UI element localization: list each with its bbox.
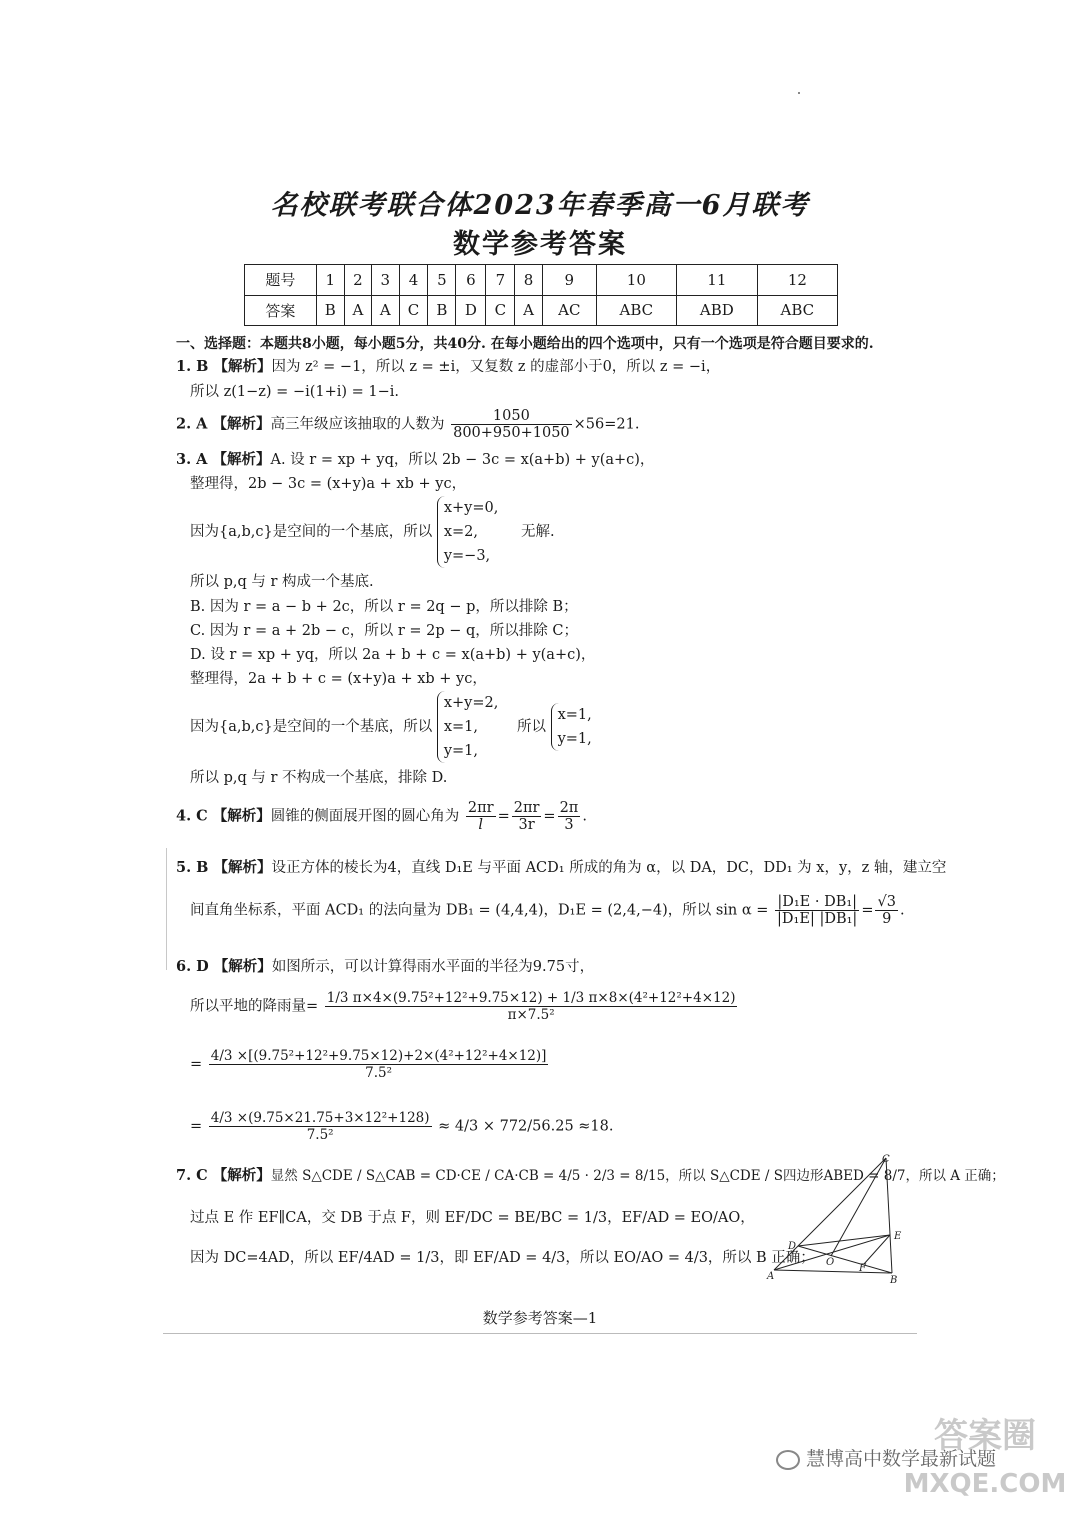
question-number: 6 xyxy=(456,265,486,296)
q3-line3 xyxy=(190,496,555,568)
label-b: B xyxy=(890,1275,898,1286)
question-number: 8 xyxy=(515,265,542,296)
frac-num: √3 xyxy=(877,894,896,910)
sys-eq: y=1, xyxy=(443,743,479,759)
q5-line2: 间直角坐标系，平面 ACD₁ 的法向量为 DB₁ = (4,4,4)，D₁E = (2,4,−4)，所以 sin α = $\frac{\text{|D₁E · DB₁|}}{\text{|D₁E| |DB₁|}}$ = $\frac{√3}{9}$ . xyxy=(190,894,905,927)
q7-line3: 因为 DC=4AD，所以 EF/4AD = 1/3，即 EF/AD = 4/3，所以 EO/AO = 4/3，所以 B 正确； xyxy=(190,1250,815,1266)
q3-text3b: 无解. xyxy=(520,524,555,540)
q6-line1 xyxy=(176,957,594,977)
q6-text1: 如图所示，可以计算得雨水平面的半径为9.75寸， xyxy=(271,959,595,975)
q3-text3a: 因为{a,b,c}是空间的一个基底，所以 xyxy=(190,524,433,540)
frac-den: π×7.5² xyxy=(507,1007,555,1023)
q1-line1 xyxy=(176,357,720,377)
q2-num: 1050 xyxy=(451,408,572,425)
q1-text: 因为 z² = −1，所以 z = ±i，又复数 z 的虚部小于0，所以 z = −i， xyxy=(271,359,721,375)
q3-line6: C. 因为 r = a + 2b − c，所以 r = 2p − q，所以排除 C； xyxy=(190,623,578,639)
q3-text9b: 所以 xyxy=(516,719,546,735)
q3-line10: 所以 p,q 与 r 不构成一个基底，排除 D. xyxy=(190,770,448,786)
question-number: 7 xyxy=(486,265,515,296)
frac-den: 7.5² xyxy=(365,1065,393,1081)
q7-text1: 显然 S△CDE / S△CAB = CD·CE / CA·CB = 4/5 · 2/3 = 8/15，所以 S△CDE / S四边形ABED = 8/7，所以 A 正确； xyxy=(270,1168,1005,1184)
q6-head: 6. D 【解析】 xyxy=(176,958,272,975)
q5-text2: 间直角坐标系，平面 ACD₁ 的法向量为 DB₁ = (4,4,4)，D₁E = (2,4,−4)，所以 sin α = xyxy=(190,902,769,919)
answer-cell: AC xyxy=(542,295,596,326)
page-subtitle: 数学参考答案 xyxy=(453,229,627,260)
sys-eq: y=−3, xyxy=(443,548,491,564)
frac-num: 2πr xyxy=(467,800,494,816)
q5-head: 5. B 【解析】 xyxy=(176,859,272,876)
question-number: 4 xyxy=(399,265,428,296)
page-title: 名校联考联合体2023年春季高一6月联考 xyxy=(270,190,810,221)
q7-head: 7. C 【解析】 xyxy=(176,1167,271,1184)
q6-tail: ≈ 4/3 × 772/56.25 ≈18. xyxy=(438,1118,614,1135)
q6-frac3 xyxy=(209,1110,432,1143)
q3-head: 3. A 【解析】 xyxy=(176,451,271,468)
answer-cell: B xyxy=(428,295,456,326)
question-number: 1 xyxy=(316,265,344,296)
row-label: 题号 xyxy=(245,265,317,296)
q2-pre: 高三年级应该抽取的人数为 xyxy=(270,416,445,433)
edge-cb xyxy=(886,1158,892,1273)
q3-system3 xyxy=(551,703,592,751)
q6-frac1 xyxy=(325,990,738,1023)
frac-num: 2π xyxy=(559,800,579,816)
sys-eq: y=1, xyxy=(557,731,592,747)
answer-cell: A xyxy=(344,295,371,326)
q2-line xyxy=(176,408,639,441)
q3-system1 xyxy=(437,496,499,568)
q3-system2 xyxy=(437,691,499,763)
answer-cell: ABC xyxy=(757,295,837,326)
answer-cell: ABC xyxy=(596,295,676,326)
frac-den: 3 xyxy=(564,817,574,833)
answer-table xyxy=(244,264,838,326)
q1-line2: 所以 z(1−z) = −i(1+i) = 1−i. xyxy=(190,384,400,400)
frac-den: l xyxy=(478,817,484,833)
frac-den: 9 xyxy=(882,911,892,927)
segment-co xyxy=(831,1158,886,1256)
answer-cell: C xyxy=(399,295,428,326)
question-number: 9 xyxy=(542,265,596,296)
answer-cell: A xyxy=(515,295,542,326)
q4-line: 4. C 【解析】圆锥的侧面展开图的圆心角为 $\frac{2\pi r}{l}$ = $\frac{2\pi r}{3r}$ = $\frac{2\pi}{3}$ . xyxy=(176,800,587,833)
scan-speck xyxy=(798,92,800,94)
sys-eq: x+y=0, xyxy=(443,500,499,516)
q3-line1 xyxy=(176,450,654,470)
footer-rule xyxy=(163,1333,917,1334)
answer-cell: C xyxy=(486,295,515,326)
site-logo-watermark xyxy=(900,1412,1070,1516)
frac-den: |D₁E| |DB₁| xyxy=(777,911,858,927)
q2-head: 2. A 【解析】 xyxy=(176,415,271,433)
page-footer: 数学参考答案—1 xyxy=(482,1309,598,1327)
q5-result xyxy=(875,894,897,927)
q3-text9a: 因为{a,b,c}是空间的一个基底，所以 xyxy=(190,719,433,735)
section-intro: 一、选择题：本题共8小题，每小题5分，共40分. 在每小题给出的四个选项中，只有一个选项是符合题目要求的. xyxy=(176,336,874,352)
question-number: 11 xyxy=(676,265,757,296)
q3-line5: B. 因为 r = a − b + 2c，所以 r = 2q − p，所以排除 B； xyxy=(190,599,578,615)
logo-line2: MXQE.COM xyxy=(903,1469,1067,1499)
q4-pre: 圆锥的侧面展开图的圆心角为 xyxy=(270,808,460,825)
wechat-icon xyxy=(776,1450,800,1470)
label-c: C xyxy=(882,1154,890,1165)
q6-pre: 所以平地的降雨量= xyxy=(190,998,319,1015)
question-number: 12 xyxy=(757,265,837,296)
q3-line9 xyxy=(190,691,592,763)
question-number: 2 xyxy=(344,265,371,296)
label-e: E xyxy=(894,1231,902,1242)
q3-line4: 所以 p,q 与 r 构成一个基底. xyxy=(190,574,374,590)
q3-text1: A. 设 r = xp + yq，所以 2b − 3c = x(a+b) + y(a+c)， xyxy=(270,452,655,468)
answer-cell: A xyxy=(372,295,399,326)
q5-text1: 设正方体的棱长为4，直线 D₁E 与平面 ACD₁ 所成的角为 α，以 DA，DC，DD₁ 为 x，y，z 轴，建立空 xyxy=(271,860,947,876)
label-a: A xyxy=(767,1271,775,1282)
q4-frac3 xyxy=(558,800,581,833)
q4-frac1 xyxy=(466,800,496,833)
frac-den: 3r xyxy=(518,817,535,833)
edge-ab xyxy=(774,1270,892,1273)
q6-frac2 xyxy=(209,1048,549,1081)
q5-line1 xyxy=(176,858,946,878)
q1-head: 1. B 【解析】 xyxy=(176,358,272,375)
q4-frac2 xyxy=(512,800,542,833)
q2-fraction xyxy=(451,408,572,441)
q7-line2: 过点 E 作 EF∥CA，交 DB 于点 F，则 EF/DC = BE/BC = 1/3，EF/AD = EO/AO， xyxy=(190,1210,755,1226)
q6-line2 xyxy=(190,990,739,1023)
margin-rule xyxy=(166,848,167,970)
frac-num: 1/3 π×4×(9.75²+12²+9.75×12) + 1/3 π×8×(4²+12²+4×12) xyxy=(326,990,736,1006)
watermark-text: 慧博高中数学最新试题 xyxy=(806,1448,997,1470)
q3-line8: 整理得，2a + b + c = (x+y)a + xb + yc， xyxy=(190,671,487,687)
question-number: 5 xyxy=(428,265,456,296)
q2-post: ×56=21. xyxy=(573,416,640,433)
q6-line3: = $\frac{\text{4/3 ×[(9.75²+12²+9.75×12)+2×(4²+12²+4×12)]}}{\text{7.5²}}$ xyxy=(190,1048,547,1081)
q5-frac xyxy=(775,894,859,927)
sys-eq: x+y=2, xyxy=(443,695,499,711)
table-row xyxy=(245,295,838,326)
sys-eq: x=1, xyxy=(443,719,478,735)
segment-de xyxy=(798,1235,890,1246)
q3-line7: D. 设 r = xp + yq，所以 2a + b + c = x(a+b) + y(a+c)， xyxy=(190,647,596,663)
q3-line2: 整理得，2b − 3c = (x+y)a + xb + yc， xyxy=(190,476,467,492)
answer-cell: D xyxy=(456,295,486,326)
frac-num: 2πr xyxy=(513,800,540,816)
sys-eq: x=2, xyxy=(443,524,478,540)
answer-cell: B xyxy=(316,295,344,326)
q6-line4: = $\frac{\text{4/3 ×(9.75×21.75+3×12²+128)}}{\text{7.5²}}$ ≈ 4/3 × 772/56.25 ≈18. xyxy=(190,1110,614,1143)
table-row xyxy=(245,265,838,296)
label-d: D xyxy=(788,1241,797,1252)
row-label: 答案 xyxy=(245,295,317,326)
frac-num: 4/3 ×[(9.75²+12²+9.75×12)+2×(4²+12²+4×12)] xyxy=(210,1048,547,1064)
frac-num: 4/3 ×(9.75×21.75+3×12²+128) xyxy=(210,1110,430,1126)
logo-line1: 答案圈 xyxy=(934,1416,1036,1456)
question-number: 10 xyxy=(596,265,676,296)
q4-head: 4. C 【解析】 xyxy=(176,807,271,825)
question-number: 3 xyxy=(372,265,399,296)
frac-num: |D₁E · DB₁| xyxy=(775,894,859,911)
label-o: O xyxy=(826,1257,835,1268)
sys-eq: x=1, xyxy=(557,707,592,723)
triangle-figure xyxy=(764,1150,914,1290)
answer-cell: ABD xyxy=(676,295,757,326)
label-f: F xyxy=(859,1263,866,1274)
q2-den: 800+950+1050 xyxy=(453,425,570,441)
segment-db xyxy=(798,1246,892,1273)
frac-den: 7.5² xyxy=(306,1127,334,1143)
